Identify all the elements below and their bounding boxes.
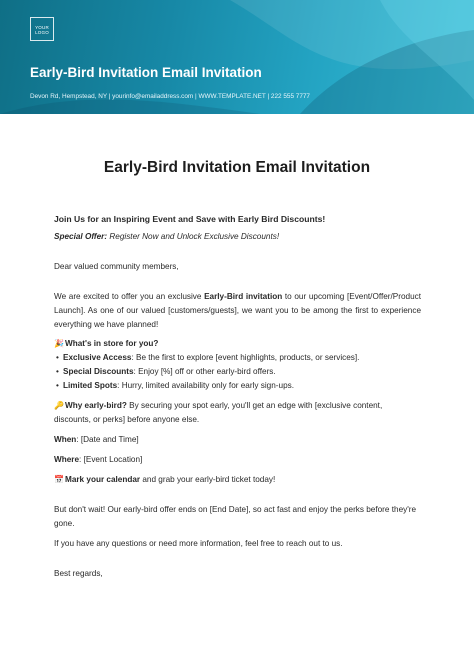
intro-paragraph [54,290,421,332]
list-item [54,365,421,379]
bullet-label: Exclusive Access [63,353,132,362]
intro-text-bold: Early-Bird invitation [204,292,283,301]
calendar-icon: 📅 [54,475,64,484]
calendar-line [54,473,421,487]
benefits-list [54,351,421,393]
urgency-paragraph: But don't wait! Our early-bird offer ends on [End Date], so act fast and enjoy the perks before they're gone. [54,505,417,528]
when-label: When [54,435,77,444]
special-offer [54,230,421,244]
closing: Best regards, [54,569,103,578]
why-early-bird-paragraph [54,399,421,427]
bullet-icon: • [56,353,59,362]
bullet-label: Limited Spots [63,381,118,390]
header-contact: Devon Rd, Hempstead, NY | yourinfo@emailaddress.com | WWW.TEMPLATE.NET | 222 555 7777 [30,93,310,100]
greeting: Dear valued community members, [54,262,179,271]
bullet-text: : Enjoy [%] off or other early-bird offers. [133,367,276,376]
logo-text-line2: LOGO [35,30,49,35]
bullet-label: Special Discounts [63,367,134,376]
where-line [54,453,421,467]
logo-placeholder [30,17,54,41]
party-popper-icon: 🎉 [54,339,64,348]
key-icon: 🔑 [54,401,64,410]
why-label: Why early-bird? [65,401,127,410]
calendar-text: and grab your early-bird ticket today! [140,475,276,484]
special-offer-label: Special Offer: [54,232,108,241]
bullet-text: : Hurry, limited availability only for early sign-ups. [117,381,294,390]
whats-in-store-label: What's in store for you? [65,339,159,348]
document-title: Early-Bird Invitation Email Invitation [103,159,371,176]
calendar-label: Mark your calendar [65,475,141,484]
list-item [54,379,421,393]
special-offer-text: Register Now and Unlock Exclusive Discounts! [107,232,280,241]
intro-text-after: to our upcoming [Event/Offer/Product Launch]. As one of our valued [customers/guests], we want you to be among the first to experience everything we have planned! [54,292,421,329]
why-text: By securing your spot early, you'll get an edge with [exclusive content, discounts, or perks] before anyone else. [54,401,383,424]
where-label: Where [54,455,80,464]
logo-text-line1: YOUR [35,25,49,30]
when-text: : [Date and Time] [76,435,139,444]
list-item [54,351,421,365]
header-banner [0,0,474,114]
header-title: Early-Bird Invitation Email Invitation [30,65,262,80]
bullet-icon: • [56,367,59,376]
where-text: : [Event Location] [79,455,143,464]
when-line [54,433,421,447]
headline: Join Us for an Inspiring Event and Save with Early Bird Discounts! [54,214,326,224]
bullet-text: : Be the first to explore [event highlights, products, or services]. [131,353,360,362]
questions-paragraph: If you have any questions or need more information, feel free to reach out to us. [54,539,343,548]
document-body [54,212,421,581]
intro-text-before: We are excited to offer you an exclusive [54,292,205,301]
bullet-icon: • [56,381,59,390]
whats-in-store-heading [54,337,421,351]
